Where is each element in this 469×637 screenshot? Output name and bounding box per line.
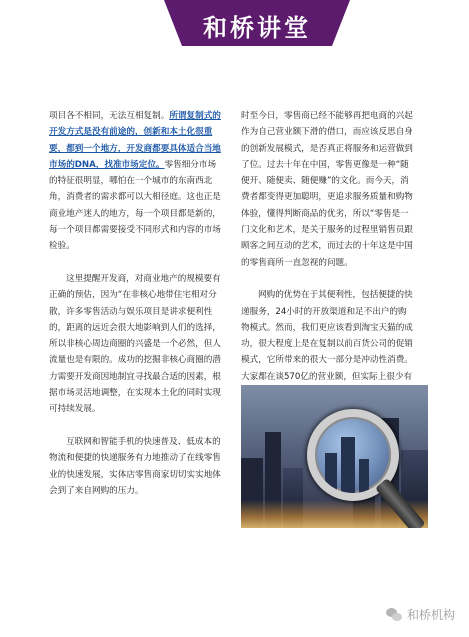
header-banner [164, 0, 350, 46]
city-magnifier-image [241, 385, 428, 528]
left-paragraph-2: 这里提醒开发商，对商业地产的规模要有正确的预估，因为“在非核心地带住宅相对分散，许多零售活动与娱乐项目是讲求便利性的，距离的远近会很大地影响到人们的选择，所以非核心周边商圈的兴盛是一个必然，但人流量也是有限的。成功的挖掘非核心商圈的潜力需要开发商因地制宜寻找最合适的因素，根据市场灵活地调整，在实现本土化的同时实现可持续发展。 [49, 273, 221, 415]
left-column [49, 108, 221, 515]
left-p1-rest: 零售细分市场的特征很明显，哪怕在一个城市的东南西北角，消费者的需求都可以大相径庭。这也正是商业地产迷人的地方，每一个项目都是新的，每一个项目都需要接受不同形式和内容的市场检验。 [49, 159, 221, 252]
right-paragraph-2: 网购的优势在于其便利性，包括便捷的快递服务，24小时的开放渠道和足不出户的购物模式。然而，我们更应该看到淘宝天猫的成功，很大程度上是在复制以前百货公司的促销模式，它所带来的很大一部分是冲动性消费。大家都在谈570亿的营业额，但实际上很少有 [241, 290, 413, 382]
watermark [386, 606, 455, 623]
left-p1-intro: 项目各不相同，无法互相复制。 [49, 111, 170, 121]
wechat-icon [386, 608, 402, 622]
lens-tower [325, 453, 337, 493]
left-paragraph-1 [49, 108, 221, 255]
right-paragraph-1: 时至今日，零售商已经不能够再把电商的兴起作为自己营业额下滑的借口，而应该反思自身的创新发展模式，是否真正将服务和运营做到了位。过去十年在中国，零售更像是一种“随便开、随便卖、随便赚”的文化。而今天，消费者都变得更加聪明，更追求服务质量和购物体验，懂得判断商品的优劣，所以“零售是一门文化和艺术，是关于服务的过程里销售员跟顾客之间互动的艺术，而过去的十年这是中国的零售商所一直忽视的问题。 [241, 111, 413, 268]
lens-tower [341, 437, 355, 493]
watermark-text: 和桥机构 [406, 608, 455, 622]
right-column [241, 108, 413, 418]
left-paragraph-3: 互联网和智能手机的快速普及、低成本的物流和便捷的快递服务有力地推动了在线零售业的快速发展，实体店零售商家切切实实地体会到了来自网购的压力。 [49, 436, 221, 496]
highlighted-quote: 所谓复制式的开发方式是没有前途的，创新和本土化很重要，都到一个地方，开发商都要具体适合当地市场的DNA，找准市场定位。 [49, 111, 221, 170]
page-title: 和桥讲堂 [203, 14, 311, 42]
lens-tower [359, 459, 369, 493]
